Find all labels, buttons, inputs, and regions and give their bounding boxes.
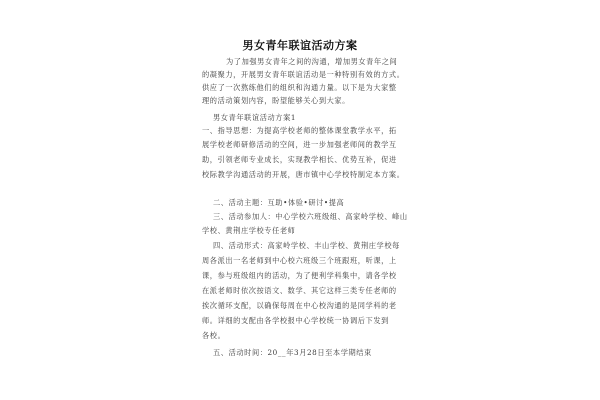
paragraph-line: 的凝聚力，开展男女青年联谊活动是一种特别有效的方式。 bbox=[202, 70, 405, 79]
paragraph-line: 周各派出一名老师到中心校六班级三个班跟班，听课，上 bbox=[202, 256, 397, 265]
paragraph-line: 师。详细的支配由各学校报中心学校统一协调后下发到 bbox=[202, 316, 389, 325]
paragraph-line: 五、活动时间：20__年3月28日至本学期结束 bbox=[213, 348, 372, 357]
paragraph-line: 三、活动参加人：中心学校六班级组、高家岭学校、峰山 bbox=[213, 212, 408, 221]
section-heading: 男女青年联谊活动方案1 bbox=[213, 113, 297, 122]
paragraph-line: 理的活动策划内容，盼望能够关心到大家。 bbox=[202, 96, 350, 105]
paragraph-line: 为了加强男女青年之间的沟通，增加男女青年之间 bbox=[226, 57, 398, 66]
paragraph-line: 二、活动主题：互助•体验•研讨•提高 bbox=[213, 198, 345, 207]
document-title: 男女青年联谊活动方案 bbox=[242, 39, 358, 52]
paragraph-line: 学校、黄荆庄学校专任老师 bbox=[202, 226, 296, 235]
paragraph-line: 挨次循环支配，以确保每周在中心校沟通的是同学科的老 bbox=[202, 301, 397, 310]
paragraph-line: 四、活动形式：高家岭学校、丰山学校、黄荆庄学校每 bbox=[213, 241, 400, 250]
paragraph-line: 校际教学沟通活动的开展，唐市镇中心学校特制定本方案。 bbox=[202, 170, 405, 179]
paragraph-line: 一、指导思想：为提高学校老师的整体课堂教学水平，拓 bbox=[202, 126, 397, 135]
paragraph-line: 展学校老师研修活动的空间，进一步加强老师间的教学互 bbox=[202, 140, 397, 149]
paragraph-line: 在派老师时依次按语文、数学、其它这样三类专任老师的 bbox=[202, 286, 397, 295]
paragraph-line: 助，引领老师专业成长，实现教学相长、优势互补，促进 bbox=[202, 155, 397, 164]
paragraph-line: 供应了一次熬练他们的组织和沟通力量。以下是为大家整 bbox=[202, 83, 397, 92]
paragraph-line: 课，参与班级组内的活动，为了便利学科集中，请各学校 bbox=[202, 271, 397, 280]
paragraph-line: 各校。 bbox=[202, 331, 226, 340]
